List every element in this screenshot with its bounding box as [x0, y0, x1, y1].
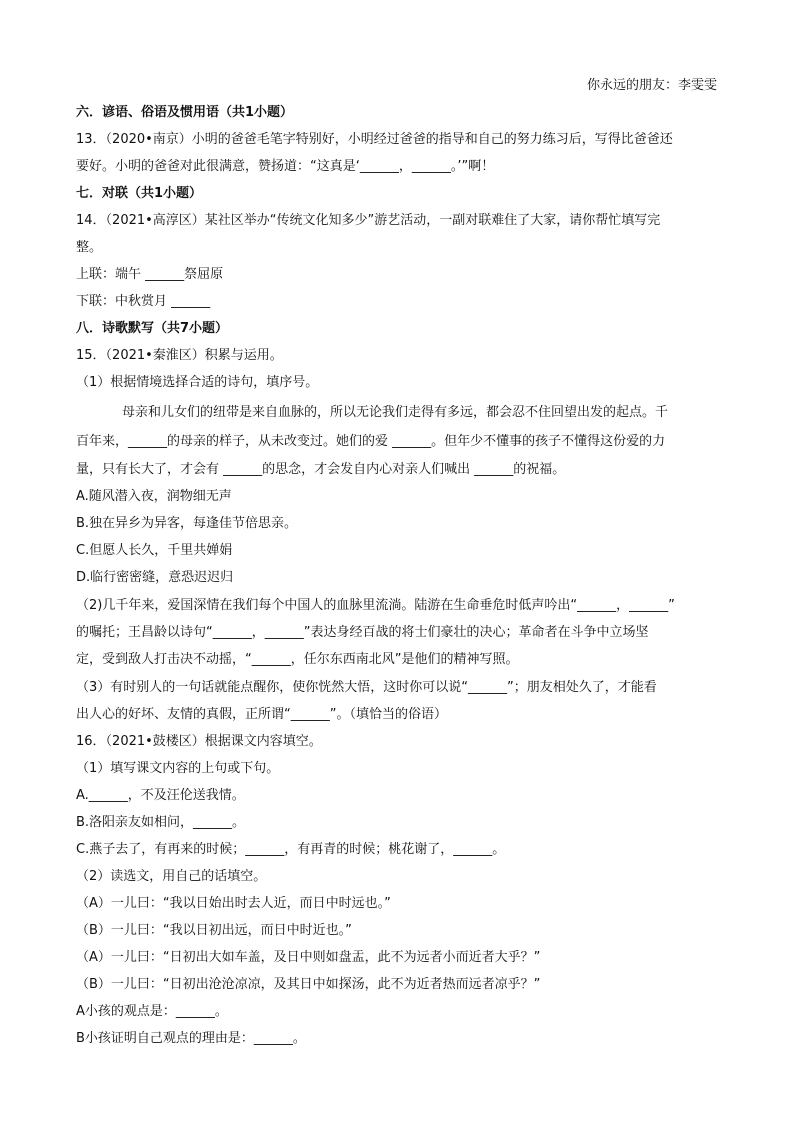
section-heading: 六．谚语、俗语及惯用语（共1小题） [76, 105, 294, 120]
passage-line: （A）一儿曰：“日初出大如车盖，及日中则如盘盂，此不为远者小而近者大乎？” [76, 950, 541, 965]
question-line: 定，受到敌人打击决不动摇，“______，任尔东西南北风”是他们的精神写照。 [76, 652, 519, 667]
question-line: C.燕子去了，有再来的时候；______，有再青的时候；桃花谢了，______。 [76, 842, 506, 857]
question-line: A.______，不及汪伦送我情。 [76, 788, 245, 803]
question-line: 整。 [76, 240, 103, 255]
question-line: （2)几千年来，爱国深情在我们每个中国人的血脉里流淌。陆游在生命垂危时低声吟出“______，______” [76, 598, 675, 613]
page-header: 你永远的朋友：李雯雯 [586, 78, 717, 93]
question-line: B小孩证明自己观点的理由是：______。 [76, 1031, 306, 1046]
question-line: 下联：中秋赏月 ______ [76, 294, 211, 309]
passage-line: （A）一儿曰：“我以日始出时去人近，而日中时远也。” [76, 896, 391, 911]
option-line: B.独在异乡为异客，每逢佳节倍思亲。 [76, 516, 298, 531]
option-line: C.但愿人长久，千里共婵娟 [76, 543, 233, 558]
question-line: （3）有时别人的一句话就能点醒你，使你恍然大悟，这时你可以说“______”；朋友相处久了，才能看 [76, 680, 657, 695]
passage-line: （B）一儿曰：“我以日初出远，而日中时近也。” [76, 923, 352, 938]
section-heading: 七．对联（共1小题） [76, 186, 203, 201]
question-line: 16．（2021•鼓楼区）根据课文内容填空。 [76, 734, 322, 749]
passage-line: （B）一儿曰：“日初出沧沧凉凉，及其日中如探汤，此不为近者热而远者凉乎？” [76, 977, 541, 992]
question-line: （1）根据情境选择合适的诗句，填序号。 [76, 375, 319, 390]
question-line: 的嘱托；王昌龄以诗句“______，______”表达身经百战的将士们豪壮的决心；革命者在斗争中立场坚 [76, 625, 649, 640]
question-line: A小孩的观点是：______。 [76, 1004, 228, 1019]
question-line: 出人心的好坏、友情的真假，正所谓“______”。（填恰当的俗语） [76, 707, 447, 722]
question-line: 15．（2021•秦淮区）积累与运用。 [76, 348, 283, 363]
question-line: （1）填写课文内容的上句或下句。 [76, 761, 280, 776]
question-line: 要好。小明的爸爸对此很满意，赞扬道：“这真是‘______，______。’”啊！ [76, 159, 495, 174]
passage-line: 量，只有长大了，才会有 ______的思念，才会发自内心对亲人们喊出 ______的祝福。 [76, 462, 566, 477]
option-line: A.随风潜入夜，润物细无声 [76, 489, 232, 504]
section-heading: 八．诗歌默写（共7小题） [76, 321, 229, 336]
question-line: B.洛阳亲友如相问，______。 [76, 815, 246, 830]
question-line: （2）读选文，用自己的话填空。 [76, 869, 267, 884]
option-line: D.临行密密缝，意恐迟迟归 [76, 570, 234, 585]
passage-line: 母亲和儿女们的纽带是来自血脉的，所以无论我们走得有多远，都会忍不住回望出发的起点。千 [122, 405, 669, 420]
question-line: 上联：端午 ______祭屈原 [76, 267, 224, 282]
passage-line: 百年来，______的母亲的样子，从未改变过。她们的爱 ______。但年少不懂事的孩子不懂得这份爱的力 [76, 434, 666, 449]
question-line: 14．（2021•高淳区）某社区举办“传统文化知多少”游艺活动，一副对联难住了大家，请你帮忙填写完 [76, 213, 661, 228]
question-line: 13．（2020•南京）小明的爸爸毛笔字特别好，小明经过爸爸的指导和自己的努力练习后，写得比爸爸还 [76, 132, 673, 147]
